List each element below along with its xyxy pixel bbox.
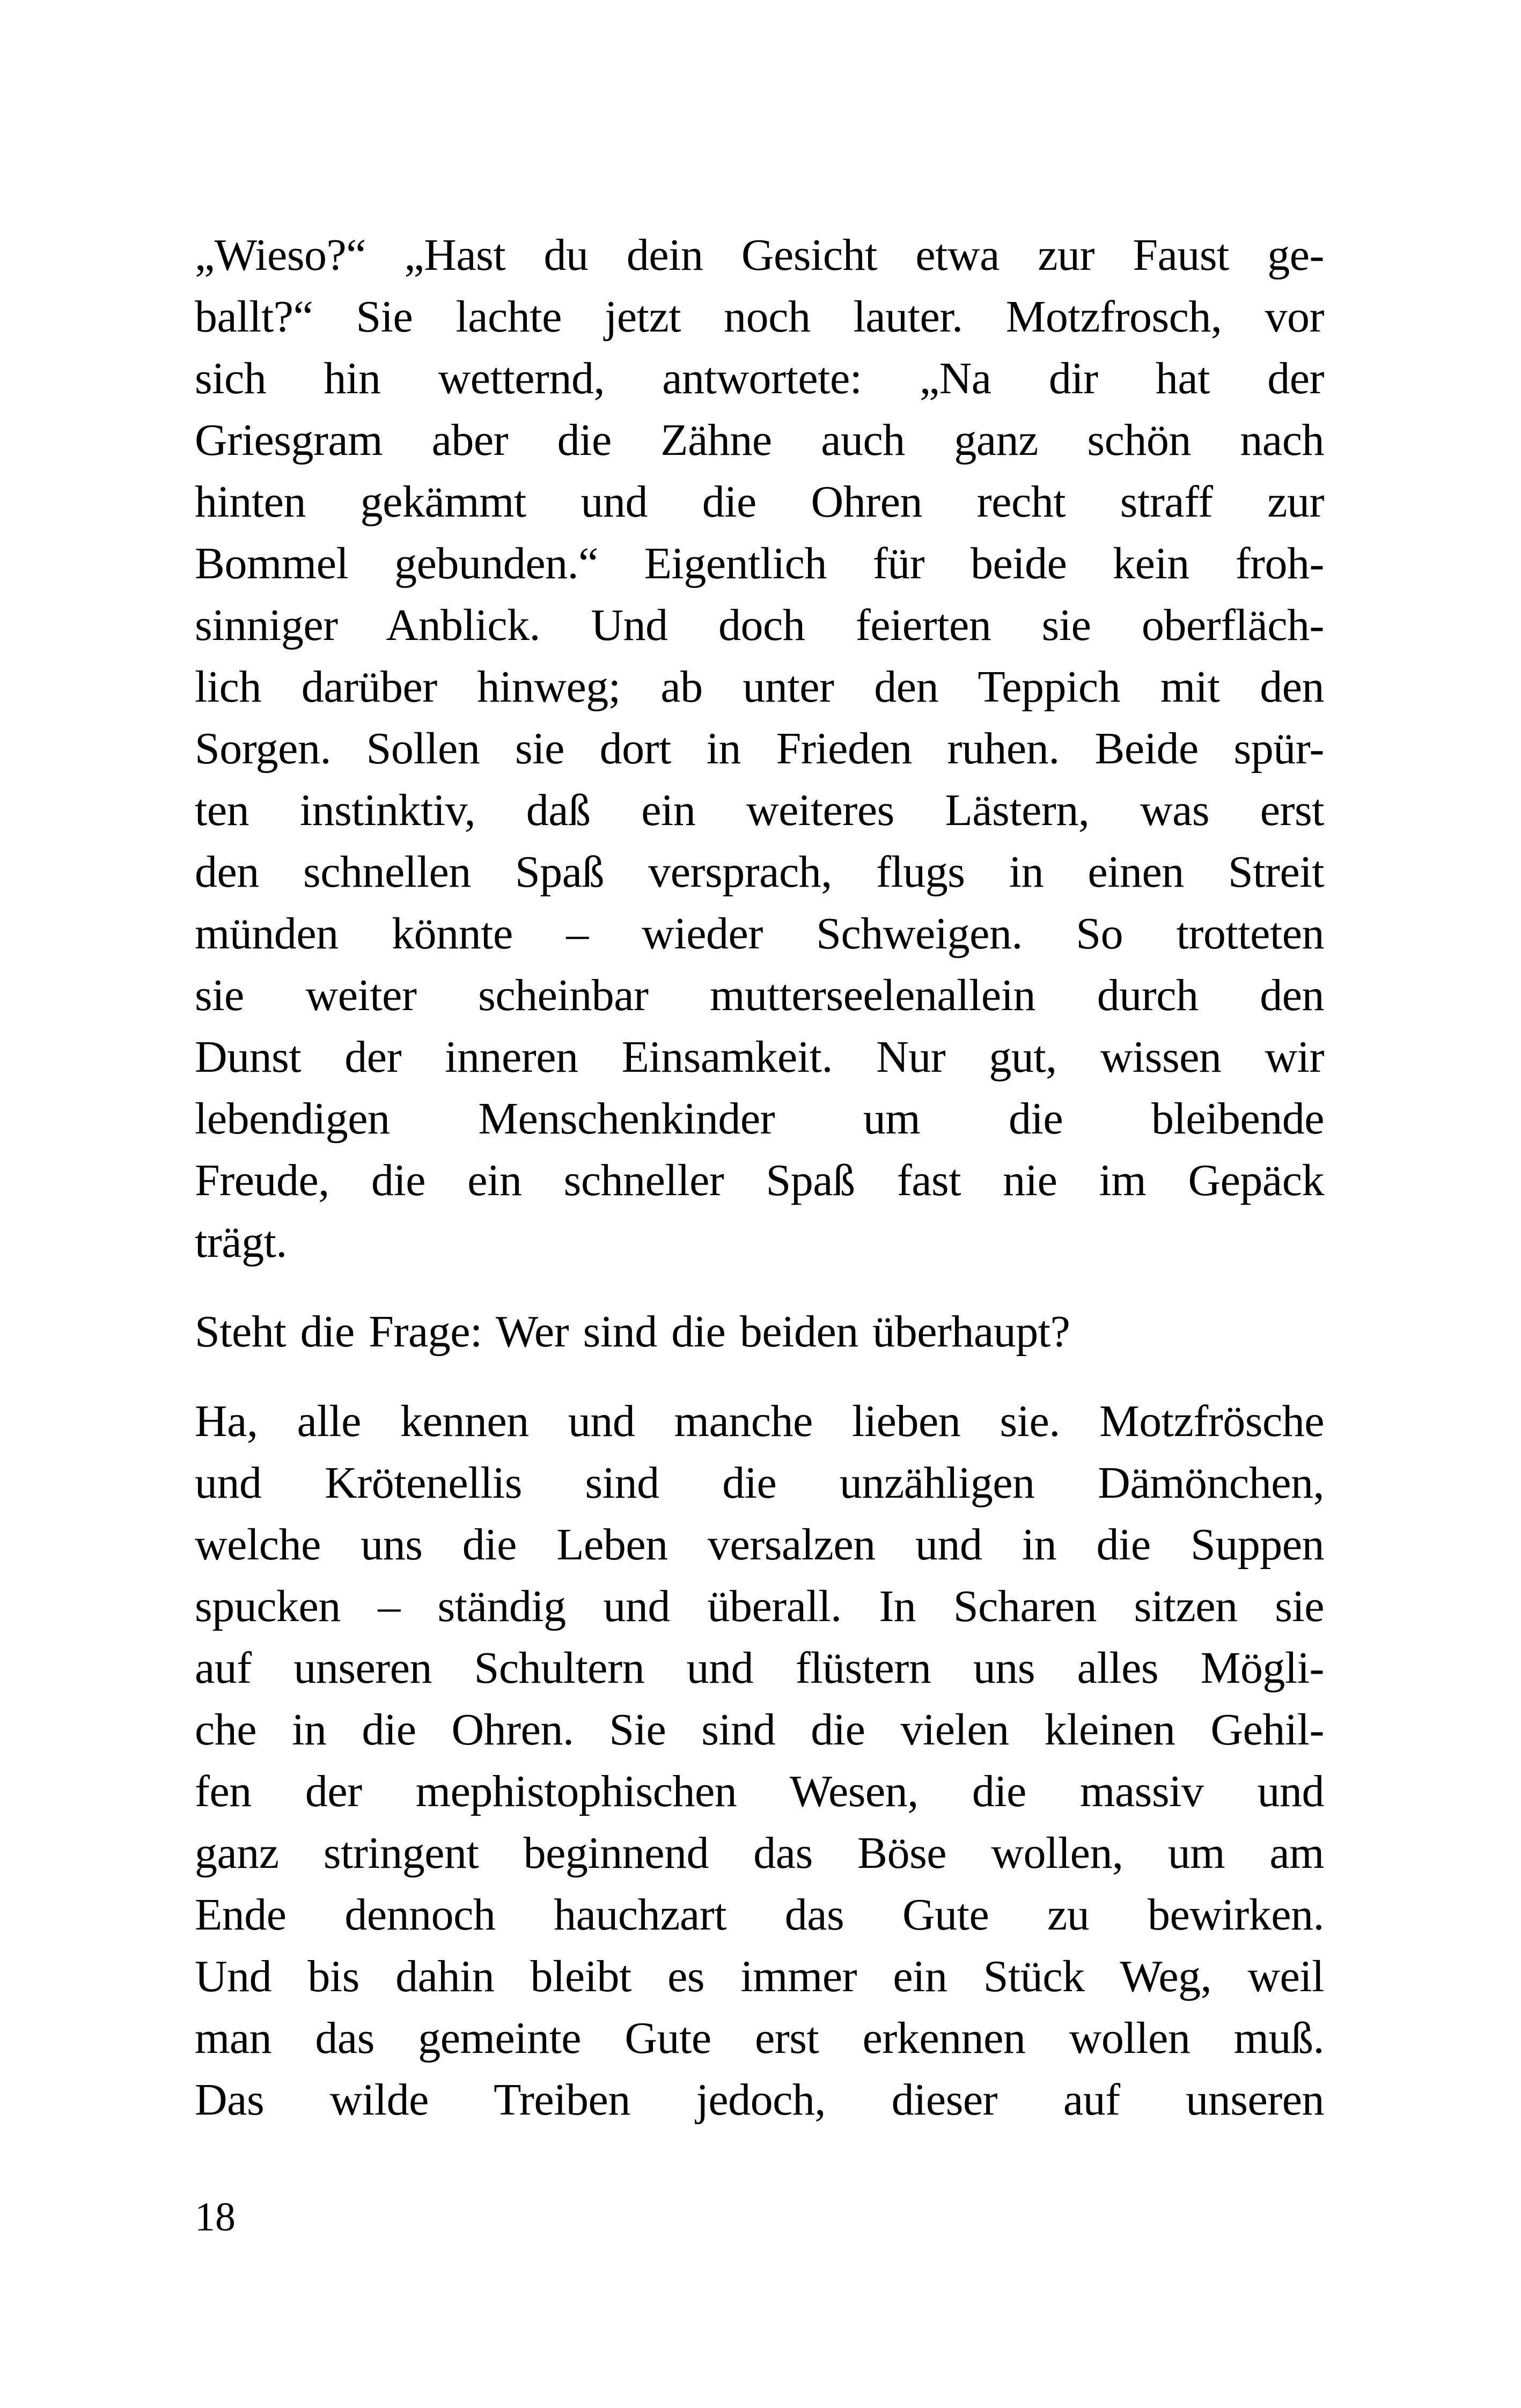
text-block (195, 224, 1324, 2159)
text-line: „Wieso?“ „Hast du dein Gesicht etwa zur Faust ge- (195, 230, 1324, 280)
text-line: lich darüber hinweg; ab unter den Teppich mit den (195, 662, 1324, 712)
text-line: sinniger Anblick. Und doch feierten sie oberfläch- (195, 600, 1324, 650)
text-line: und Krötenellis sind die unzähligen Dämönchen, (195, 1458, 1324, 1508)
text-line: fen der mephistophischen Wesen, die massiv und (195, 1766, 1324, 1816)
text-line: che in die Ohren. Sie sind die vielen kleinen Gehil- (195, 1705, 1324, 1755)
text-line: sie weiter scheinbar mutterseelenallein durch den (195, 970, 1324, 1020)
page-number: 18 (195, 2195, 236, 2240)
text-line: münden könnte – wieder Schweigen. So trotteten (195, 909, 1324, 959)
text-line: ten instinktiv, daß ein weiteres Lästern, was erst (195, 785, 1324, 835)
text-line: hinten gekämmt und die Ohren recht straff zur (195, 477, 1324, 527)
text-line: Dunst der inneren Einsamkeit. Nur gut, wissen wir (195, 1032, 1324, 1082)
text-line: den schnellen Spaß versprach, flugs in einen Streit (195, 847, 1324, 897)
text-line: Freude, die ein schneller Spaß fast nie im Gepäck (195, 1155, 1324, 1205)
text-line: Und bis dahin bleibt es immer ein Stück Weg, weil (195, 1952, 1324, 2001)
text-line: Steht die Frage: Wer sind die beiden überhaupt? (195, 1307, 1070, 1357)
text-line: Griesgram aber die Zähne auch ganz schön nach (195, 415, 1324, 465)
text-line: sich hin wetternd, antwortete: „Na dir hat der (195, 354, 1324, 403)
text-line: Sorgen. Sollen sie dort in Frieden ruhen. Beide spür- (195, 724, 1324, 774)
paragraph-1 (195, 224, 1324, 1273)
text-line: auf unseren Schultern und flüstern uns alles Mögli- (195, 1643, 1324, 1693)
text-line: ganz stringent beginnend das Böse wollen, um am (195, 1828, 1324, 1878)
text-line: Bommel gebunden.“ Eigentlich für beide kein froh- (195, 539, 1324, 588)
paragraph-2 (195, 1301, 1324, 1363)
text-line: Das wilde Treiben jedoch, dieser auf unseren (195, 2075, 1324, 2125)
text-line: spucken – ständig und überall. In Scharen sitzen sie (195, 1581, 1324, 1631)
text-line: trägt. (195, 1217, 287, 1267)
text-line: welche uns die Leben versalzen und in die Suppen (195, 1520, 1324, 1570)
text-line: Ha, alle kennen und manche lieben sie. Motzfrösche (195, 1396, 1324, 1446)
paragraph-3 (195, 1390, 1324, 2131)
text-line: lebendigen Menschenkinder um die bleibende (195, 1094, 1324, 1144)
text-line: ballt?“ Sie lachte jetzt noch lauter. Motzfrosch, vor (195, 292, 1324, 342)
text-line: Ende dennoch hauchzart das Gute zu bewirken. (195, 1890, 1324, 1940)
text-line: man das gemeinte Gute erst erkennen wollen muß. (195, 2013, 1324, 2063)
